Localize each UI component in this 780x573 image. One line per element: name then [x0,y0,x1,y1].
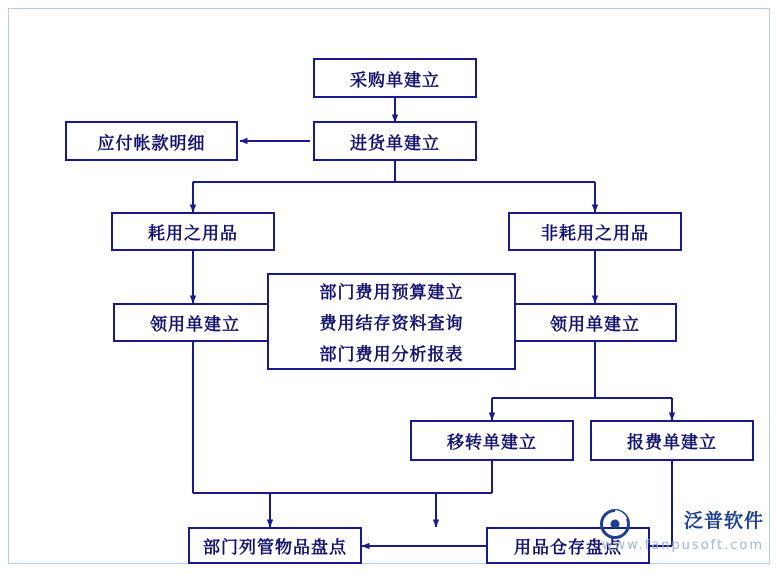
node-dept-inventory-check[interactable] [188,527,362,564]
node-transfer-order-label: 移转单建立 [447,433,537,453]
node-requisition-left[interactable] [113,303,277,342]
node-transfer-order[interactable] [410,420,574,461]
panel-line-2: 费用结存资料查询 [319,314,464,334]
node-requisition-left-label: 领用单建立 [150,315,240,335]
node-payable-detail[interactable] [65,121,238,161]
brand-logo-icon [600,509,630,539]
node-non-consumable-label: 非耗用之用品 [541,224,649,244]
panel-line-3: 部门费用分析报表 [319,345,464,365]
panel-expense-functions[interactable] [267,273,516,370]
brand-domain: www.fanpusoft.com [601,538,764,553]
node-requisition-right[interactable] [513,303,677,342]
node-requisition-right-label: 领用单建立 [550,315,640,335]
node-dept-inventory-check-label: 部门列管物品盘点 [203,538,347,558]
node-purchase-order-label: 采购单建立 [350,70,440,91]
node-payable-detail-label: 应付帐款明细 [97,133,206,154]
node-non-consumable[interactable] [508,212,682,251]
node-consumable[interactable] [111,212,275,251]
node-warehouse-check-label: 用品仓存盘点 [514,538,622,558]
panel-line-1: 部门费用预算建立 [319,283,464,303]
brand-name: 泛普软件 [683,510,764,532]
node-expense-order-label: 报费单建立 [627,433,717,453]
node-expense-order[interactable] [590,420,754,461]
node-receipt-order-label: 进货单建立 [350,133,440,154]
node-purchase-order[interactable] [313,58,477,98]
node-consumable-label: 耗用之用品 [148,224,238,244]
node-receipt-order[interactable] [313,121,477,161]
